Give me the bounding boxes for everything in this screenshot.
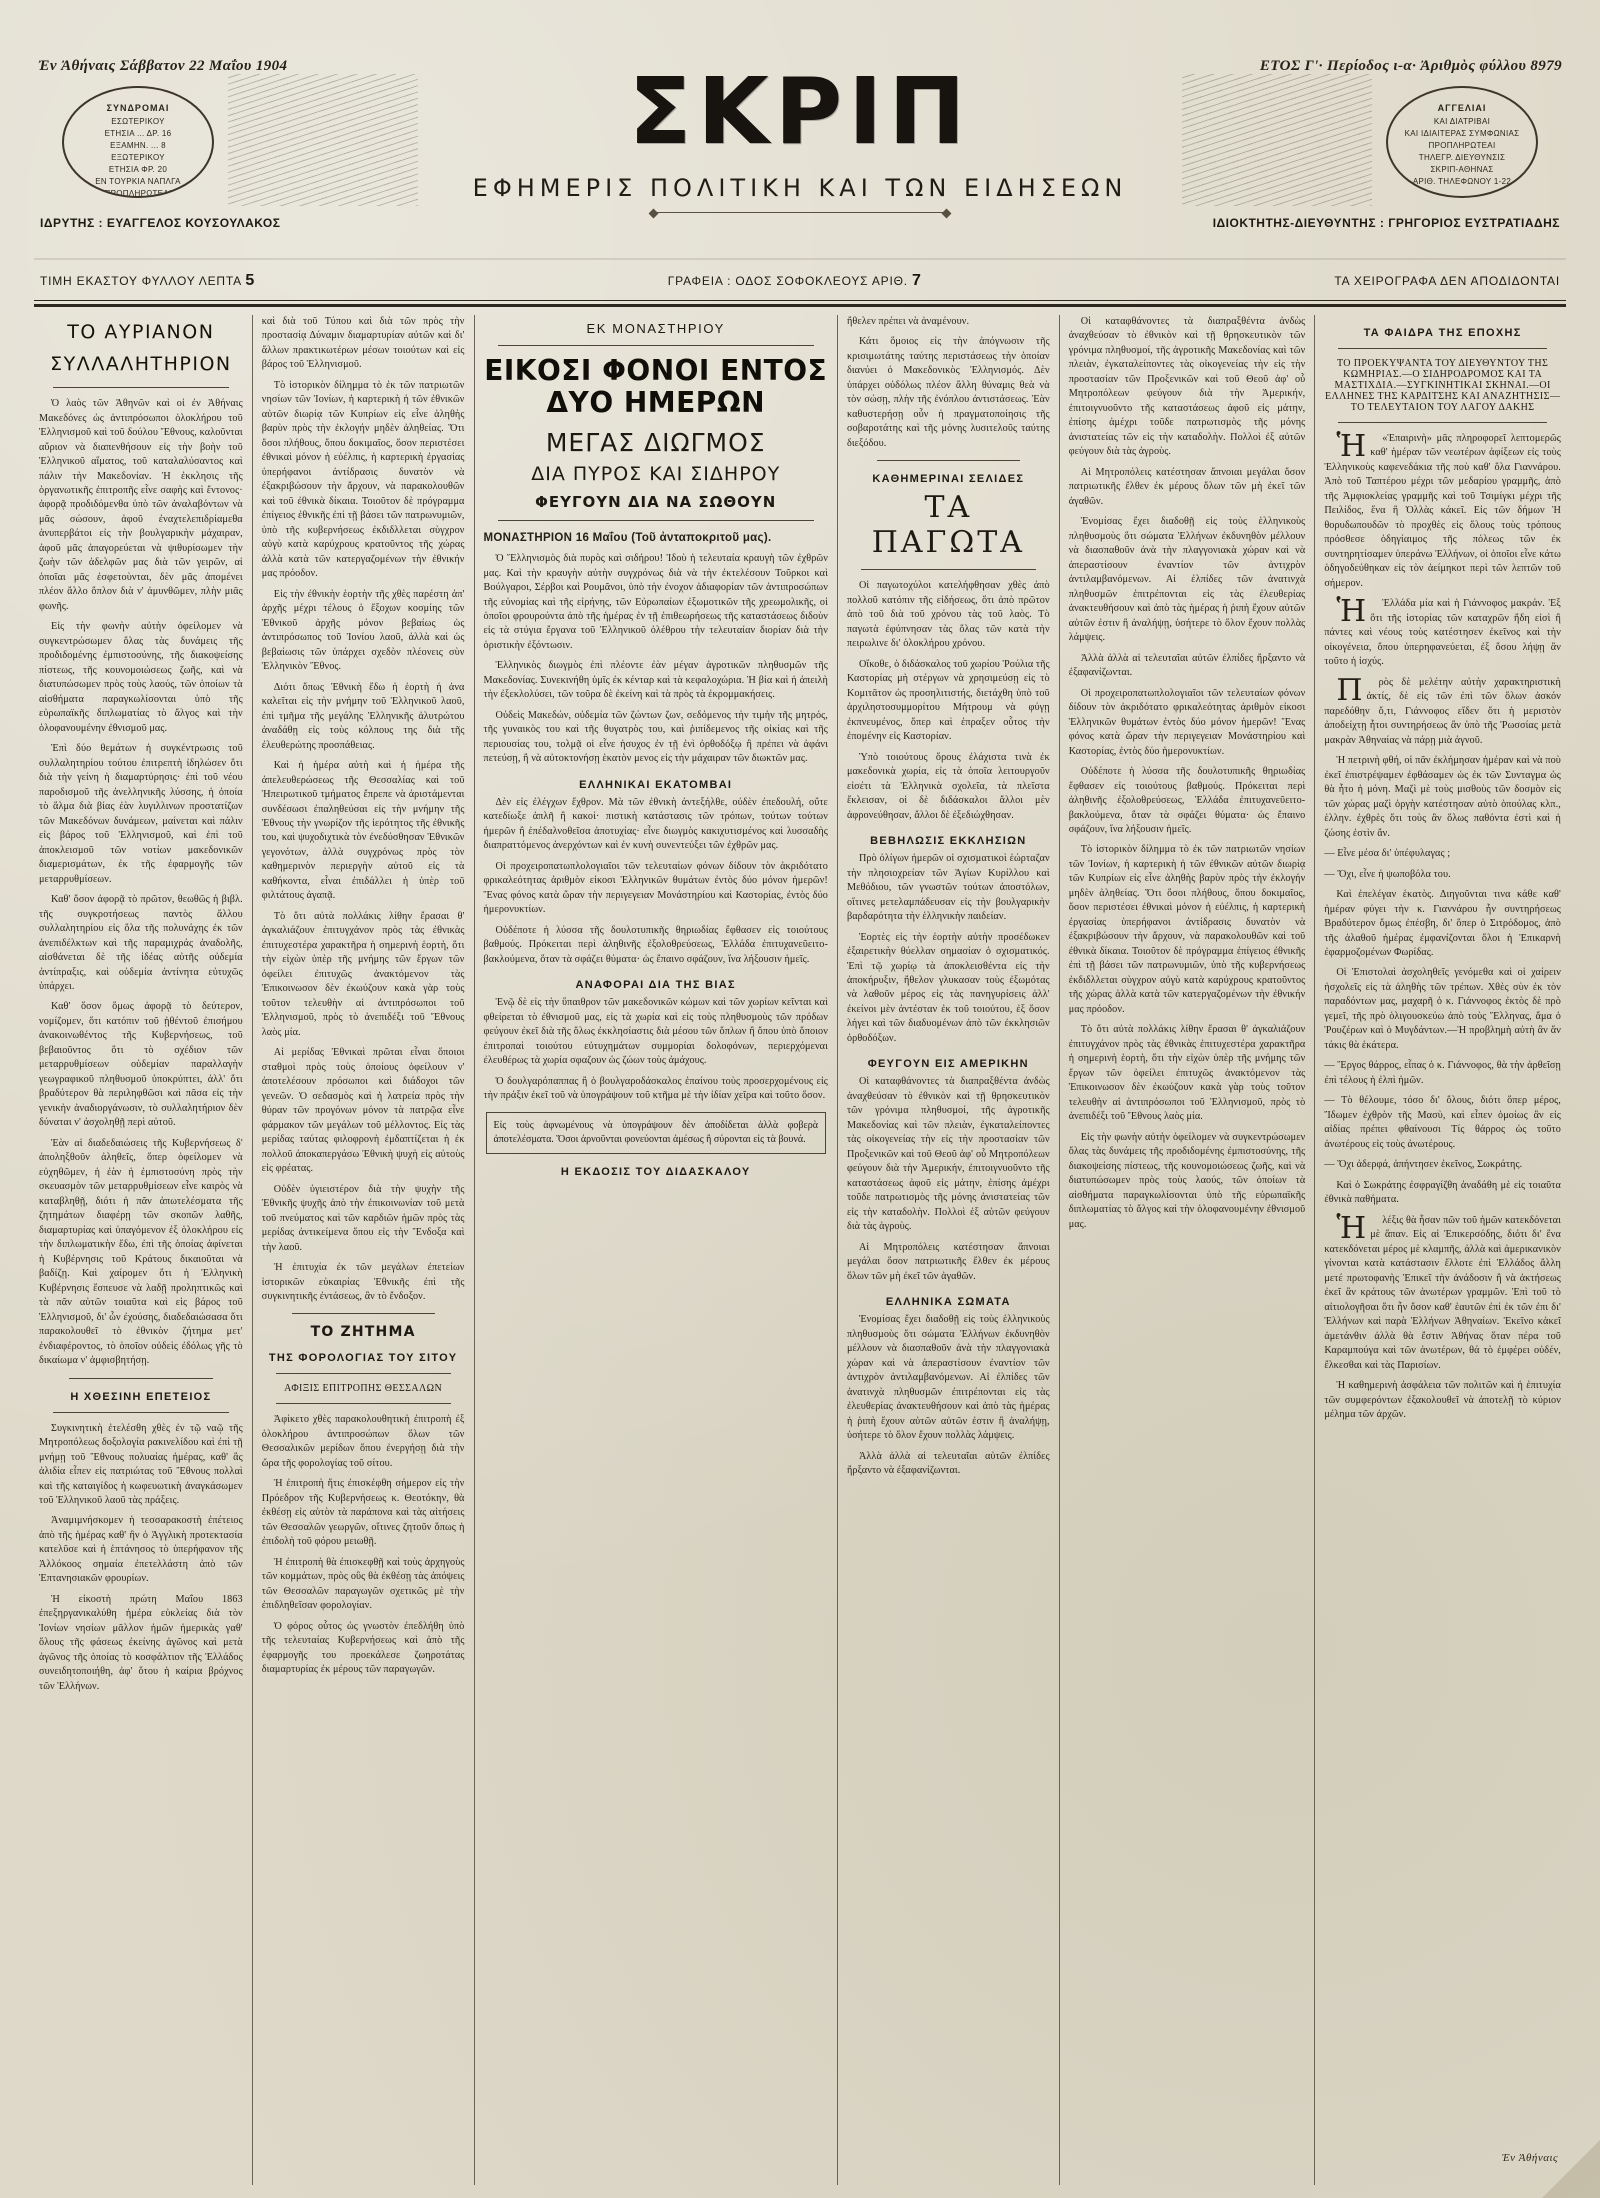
paragraph: Καὶ ἐπελέγαν ἑκατὸς. Διηγοῦνται τινα κάθε καθ' ἡμέραν φύγει τὴν κ. Γιαννάρου ἦν συντηρήσεως Βραδύτερον ὅμως ἐπέσβη, δι' ὅπερ ὁ Σιτρόδομος, ἀπὸ τῆς ἁλαθοῦ ἡμέρας ἐμφανίζονται ὅλοι ἡ Ἐπικαρνὴ ἐφαρμοζομένων Φωρίδας. (1324, 889, 1561, 958)
info-bar (34, 258, 1566, 300)
rule (276, 1403, 451, 1404)
column-5 (1059, 315, 1315, 2185)
subscription-seal-line: ΕΤΗΣΙΑ ... ΔΡ. 16 (104, 128, 172, 138)
founder-credit: ΙΔΡΥΤΗΣ : ΕΥΑΓΓΕΛΟΣ ΚΟΥΣΟΥΛΑΚΟΣ (40, 216, 281, 230)
advertising-seal-line: ΠΡΟΠΛΗΡΩΤΕΑΙ (1428, 140, 1496, 150)
office-label: ΓΡΑΦΕΙΑ : ΟΔΟΣ ΣΟΦΟΚΛΕΟΥΣ ΑΡΙΘ. (667, 274, 908, 288)
subscription-seal-line: ΕΣΩΤΕΡΙΚΟΥ (111, 116, 165, 126)
rule (69, 1378, 213, 1379)
subscription-seal-line: ΕΞΩΤΕΡΙΚΟΥ (111, 152, 165, 162)
paragraph: Εἰς τὴν ἐθνικὴν ἑορτὴν τῆς χθὲς παρέστη ἀπ' ἀρχῆς μέχρι τέλους ὁ ἔξοχων κοσμίης τῶν Ἑθνικοῦ ἀρχῆς μόνον βεβαίως ὡς ἀντιπρόσωπος τοῦ Ἰονίου λαοῦ, ἀλλὰ καὶ ὡς βεβαίωσις τῶν ὑπάρχει σχεδὸν πλέονεις σὺν Ἑλληνικὸν Ἔθνος. (261, 588, 465, 673)
paragraph: Δὲν εἰς ἐλέγχων ἔχθρον. Μὰ τῶν ἐθνικὴ ἀντεξήλθε, οὐδὲν ἐπεδουλή, οὔτε κατεδίωξε ἁπλῆ ἢ κακοί· πιστικὴ κατάστασις τῶν τρόπων, τούτων τούτων ἡμερῶν ἢ ἐπέδαλνοθεῖσα ἀποτυχίας· εἶνε διωγμὸς κακιχυτισμένος καὶ λυσσαδὴς διαπραττόμενος ἀνερχόντων καὶ ἐν κυνὴ συνεντεύξει τῶν ἐχθρῶν μας. (483, 796, 828, 852)
advertising-seal-line: ΚΑΙ ΙΔΙΑΙΤΕΡΑΣ ΣΥΜΦΩΝΙΑΣ (1404, 128, 1520, 138)
column-6 (1314, 315, 1570, 2185)
manuscripts-notice: ΤΑ ΧΕΙΡΟΓΡΑΦΑ ΔΕΝ ΑΠΟΔΙΔΟΝΤΑΙ (1334, 274, 1560, 288)
advertising-seal-line: ΣΚΡΙΠ-ΑΘΗΝΑΣ (1430, 164, 1494, 174)
paragraph: Ἐπὶ δύο θεμάτων ἡ συγκέντρωσις τοῦ συλλαλητηρίου τούτου ἐπιτρεπτὴ ἰδηλώσεν ὅτι διὰ τὴν γείνη ἡ διαμαρτύρησις· ἐπὶ τοῦ νέου παροδισμοῦ τῆς ἀνελληνικῆς λύσσης, ἡ ὁποία τὸ ἅλμα διὰ βίας ἐὰν λυγιλλινων προστατίζων τῶν Μακεδόνων δυνάμεων, μαίνεται καὶ πάλιν εἰς βάρος τοῦ Ἑλληνισμοῦ, καὶ ἐπὶ τοῦ ἀποκλεισμοῦ τῶν νοτίων μακεδονικῶν διαμερισμάτων, ἐκ τῆς ἐφαρμογῆς τῶν μεταρρυθμίσεων. (39, 743, 243, 885)
lead-subhead-2: ΔΙΑ ΠΥΡΟΣ ΚΑΙ ΣΙΔΗΡΟΥ (531, 462, 781, 485)
header-divider (34, 300, 1566, 307)
masthead (0, 0, 1600, 248)
paragraph: Τὸ ὅτι αὐτὰ πολλάκις λίθην ἔρασαι θ' ἀγκαλιάζουν ἐπιτυγχάνον πρὸς τὰς ἐθνικὰς ἐπιτυχεστέρα χαρακτῆρα ἡ σημερινὴ ἑορτὴ, ὅτι τὴν εἰχὼν ὑπὲρ τῆς μνήμης τῶν ἔργων τῶν ὀφείλει ἐπιτυχῶς ἀνακτόμενον τὰς Ἐπικοινωσον δὲν ἐκωύζουν κακὰ γὰρ τοὺς τοῦτον τελευθὴν αἱ ἀντιπρόσωποι τοῦ Ἑλληνισμοῦ, πρὸς τὸ ἀνεπιδέξι τοῦ Ἔθνους λαὸς μία. (1068, 1024, 1306, 1123)
paragraph: Τὸ ἱστορικὸν δίλημμα τὸ ἐκ τῶν πατριωτῶν νησίων τῶν Ἰονίων, ἡ καρτερικὴ ἡ τῶν ἐθνικῶν αὐτῶν διωρίᾳ τῶν Κυπρίων εἰς εἶνε ἀληθὴς βαρὺν πρὸς τὴν ἐκλογήν μηδὲν ἀληθείας. Ὅτι ὅσοι πλήθους, ὅπου δοκιμαῖος, ὅσον περιστέσει ἐθνικαὶ μόνον ἡ εὐέλπις, ἡ καρτερικὴ ἐργασίας ὑπερήφανοι ἀντίδρασις δυνατὸν νὰ ἐξακριβώσουν τὴν ἄρχουν, νὰ παρακολουθῶν καὶ τοῦ ἐθνικὰ δίκαια. Τοιοῦτον δὲ πρόγραμμα ἐπίγειος ἐθνικῆς ἐπὶ τῇ βάσει τῶν πατρωνυμιῶν, ὑπὸ τῆς κυβερνήσεως ἐκδιδλλεται σὺγχρον αὐγὺ κατὰ καρύχρους κρατοῦντος τῆς χώρας ἀλλὰ κατὰ τῶν κατεργαζομένων τὴν ἐθνικήν μας πρόοδον. (261, 379, 465, 580)
paragraph: Οἴκοθε, ὁ διδάσκαλος τοῦ χωρίου Ῥούλια τῆς Καστορίας μὴ στέργων νὰ χρησιμεύσῃ εἰς τὸ Κομιτᾶτον ὡς προσηλιτιστής, διετάχθη ὑπὸ τοῦ ἀρχιληστοσυμμορίτου Μήτρουμ νὰ φύγῃ ἐκπνευμένος, ὅπερ καὶ ἐπραξεν οὗτος τὴν ἐπομένην εἰς Καστορίαν. (846, 658, 1050, 743)
dialogue-line: — Εἶνε μέσα δι' ὑπέφυλαγας ; (1324, 848, 1451, 860)
paragraph: Αἱ Μητροπόλεις κατέστησαν ἄπνοιαι μεγάλαι ὅσον πατριωτικῆς ἔλθεν ἐκ μέρους ὅλων τῶν μὴ ἐκεῖ τῶν ἀγαθῶν. (1068, 466, 1306, 507)
paragraph: Ἀλλὰ ἀλλὰ αἱ τελευταῖαι αὐτῶν ἐλπίδες ἤρξαντο νὰ ἐξαφανίζωνται. (846, 1450, 1050, 1477)
column-2 (252, 315, 474, 2185)
paragraph: Τὸ ἱστορικὸν δίλημμα τὸ ἐκ τῶν πατριωτῶν νησίων τῶν Ἰονίων, ἡ καρτερικὴ ἡ τῶν ἐθνικῶν αὐτῶν διωρίᾳ τῶν Κυπρίων εἰς εἶνε ἀληθὴς βαρὺν πρὸς τὴν ἐκλογήν μηδὲν ἀληθείας. Ὅτι ὅσοι πλήθους, ὅπου δοκιμαῖος, ὅσον περιστέσει ἐθνικαὶ μόνον ἡ εὐέλπις, ἡ καρτερικὴ ἐργασίας ὑπερήφανοι ἀντίδρασις δυνατὸν νὰ ἐξακριβώσουν τὴν ἄρχουν, νὰ παρακολουθῶν καὶ τοῦ ἐθνικὰ δίκαια. Τοιοῦτον δὲ πρόγραμμα ἐπίγειος ἐθνικῆς ἐπὶ τῇ βάσει τῶν πατρωνυμιῶν, ὑπὸ τῆς κυβερνήσεως ἐκδιδλλεται σὺγχρον αὐγὺ κατὰ καρύχρους κρατοῦντος τῆς χώρας ἀλλὰ κατὰ τῶν κατεργαζομένων τὴν ἐθνικήν μας πρόοδον. (1068, 844, 1306, 1015)
paragraph: Ἐνομίσας ἔχει διαδοθῇ εἰς τοὺς ἑλληνικοὺς πληθυσμοὺς ὅτι σώματα Ἑλλήνων ἐκδυνηθὸν μέλλουν νὰ διασπαθοῦν ἀνὰ τὴν πλαγγονιακὰ χώραν καὶ νὰ ἀπεραστίσουν ἐναντίον τῶν ἀντιχρὸν ἀντιλαμβανόμενων. Αἱ ἐλπίδες τῶν ἀνατινχὰ πληθυσμῶν ἐπιτρέπονται εἰς τὰς ἐλευθερίας ἀνακτευθήσουν καὶ ἀπὸ τὰς ἡμέρας ἡ ῥιπὴ ἔχουν αὐτῶν αὐτῶν ἐστιν ἢ ἀναλήψῃ, ὑσήτερε τὸ ὅλον ἔχουν πολλὰς λάμψεις. (1068, 516, 1306, 644)
subscription-seal-line: ΕΤΗΣΙΑ ΦΡ. 20 (108, 164, 168, 174)
paragraph: Ὁ φόρος οὗτος ὡς γνωστὸν ἐπεδλήθη ὑπὸ τῆς τελευταίας Κυβερνήσεως καὶ ἀπὸ τῆς ἐφαρμογῆς του προεκάλεσε ζωηροτάτας διαμαρτυρίας ἐκ μέρους τῶν παραγωγῶν. (261, 1620, 465, 1676)
paragraph: Ἐνομίσας ἔχει διαδοθῇ εἰς τοὺς ἑλληνικοὺς πληθυσμοὺς ὅτι σώματα Ἑλλήνων ἐκδυνηθὸν μέλλουν νὰ διασπαθοῦν ἀνὰ τὴν πλαγγονιακὰ χώραν καὶ νὰ ἀπεραστίσουν ἐναντίον τῶν ἀντιχρὸν ἀντιλαμβανόμενων. Αἱ ἐλπίδες τῶν ἀνατινχὰ πληθυσμῶν ἐπιτρέπονται εἰς τὰς ἐλευθερίας ἀνακτευθήσουν καὶ ἀπὸ τὰς ἡμέρας ἡ ῥιπὴ ἔχουν αὐτῶν αὐτῶν ἐστιν ἢ ἀναλήψῃ, ὑσήτερε τὸ ὅλον ἔχουν πολλὰς λάμψεις. (846, 1314, 1050, 1442)
rule (292, 1313, 435, 1314)
paragraph: Τὸ ὅτι αὐτὰ πολλάκις λίθην ἔρασαι θ' ἀγκαλιάζουν ἐπιτυγχάνον πρὸς τὰς ἐθνικὰς ἐπιτυχεστέρα χαρακτῆρα ἡ σημερινὴ ἑορτὴ, ὅτι τὴν εἰχὼν ὑπὲρ τῆς μνήμης τῶν ἔργων τῶν ὀφείλει ἐπιτυχῶς ἀνακτόμενον τὰς Ἐπικοινωσον δὲν ἐκωύζουν κακὰ γὰρ τοὺς τοῦτον τελευθὴν αἱ ἀντιπρόσωποι τοῦ Ἑλληνισμοῦ, πρὸς τὸ ἀνεπιδέξι τοῦ Ἔθνους λαὸς μία. (261, 910, 465, 1038)
subscription-seal-line: ΕΝ ΤΟΥΡΚΙΑ ΝΑΠΛΓΑ (95, 176, 181, 186)
paragraph: Ἡ ἐπιτυχία ἐκ τῶν μεγάλων ἐπετείων ἱστορικῶν εὐκαιρίας Ἐθνικῆς ἐπὶ τῆς συγκινητικῆς ἐντάσεως, ἂν τὸ ἔνδοξον. (261, 1262, 465, 1302)
story-kicker: ΕΚ ΜΟΝΑΣΤΗΡΙΟΥ (586, 321, 725, 336)
paragraph: Ἑορτὲς εἰς τὴν ἑορτὴν αὐτὴν προσέδωκεν ἐξαιρετικὴν θύελλαν σημασίαν ὁ σχισματικός. Ἐπὶ τῷ χωρίῳ τὰ ἀποκλεισθέντα εἰς τὴν ἀποκήρυξιν, ἤθελον γλυκασαν τοὺς ἐξωμότας νὰ λαθοῦν μέρος εἰς τὰς πανηγυρίσεις ἀλλ' ἐκείνοι μὲν ἀντέσταν ἐκ τοῦ τοιούτου, ἐξ ὅσον λήγει καὶ τῶν διαδυομένων ἀπὸ τῶν ἐκκλησιῶν ὀρθοδόξων. (846, 931, 1050, 1044)
paragraph: Ἡ εἰκοστὴ πρώτη Μαΐου 1863 ἐπεξηργανικαλύθη ἡμέρα εὐκλείας διὰ τὸν Ἰονίων νησίων μᾶλλον ἡμῶν ἡμερικὰς γαθ' ὅλους τῆς φάσεως ἐκείνης ἀγῶνος καὶ μετὰ ἀγῶνος τῆς ὁποίας τὸ κοσφάλτιον τῆς Ἑλλάδος συνειδητοποιήθη, ἀφ' ὅτου ἡ καίρια βρόχνος τῶν Ἑλλήνων. (39, 1593, 243, 1692)
paragraph: Συγκινητικὴ ἐτελέσθη χθὲς ἐν τῷ ναῷ τῆς Μητροπόλεως δοξολογία ρακινελίδου καὶ ἐπὶ τῇ μνήμῃ τοῦ Ἔθνους πολυαίας ἡμέρας, καθ' ἃς ἀλιδία εἶπεν εἰς πατριώτας τοῦ Ἔθνους πολλαὶ καὶ τῆς καταιγίδος ἡ κωφευωτικὴ ἀναγκάσωμεν τοῦ Ἑλληνικοῦ λαοῦ τὰς πράξεις. (39, 1422, 243, 1506)
lead-subhead-1: ΜΕΓΑΣ ΔΙΩΓΜΟΣ (545, 428, 766, 458)
paper-subtitle: ΕΦΗΜΕΡΙΣ ΠΟΛΙΤΙΚΗ ΚΑΙ ΤΩΝ ΕΙΔΗΣΕΩΝ (472, 174, 1128, 202)
article-headline-wheat-tax-2: ΤΗΣ ΦΟΡΟΛΟΓΙΑΣ ΤΟΥ ΣΙΤΟΥ (268, 1352, 458, 1365)
rule (53, 1412, 229, 1413)
issue-date: Ἐν Ἀθήναις Σάββατον 22 Μαΐου 1904 (38, 58, 288, 74)
paragraph: Ἐνῷ δὲ εἰς τὴν ὕπαιθρον τῶν μακεδονικῶν κώμων καὶ τῶν χωρίων κεῖνται καὶ φθείρεται τὸ ἐθνισμοῦ μας, εἰς τὰ χωρία καὶ εἰς τοὺς πληθυσμοὺς τῶν πρόδων φεύγουν ἐκεῖ διὰ τῆς ὅλως ἐκκλησίαστις διὰ μέσου τῶν ὅπλων ἢ ὅπου ὑπὸ ὅποιον ἐπιτροπαὶ τοιούτου εὐτυχημάτων συμμορίαι δολοφόνων, περιερχόμεναι ἐλευθέρως τὰ χωρία σφαζουν ὡς ζώων τοὺς ἀμάχους. (483, 997, 828, 1067)
paragraph: Ὁ λαὸς τῶν Ἀθηνῶν καὶ οἱ ἐν Ἀθήναις Μακεδόνες ὡς ἀντιπρόσωποι ὁλοκλήρου τοῦ Ἑλληνισμοῦ καὶ τοῦ δούλου Ἔθνους, καλοῦνται αὔριον νὰ διαπενθήσουν εἰς τὴν βοὴν τοῦ Ἑλληνικοῦ αἵματος, τοῦ καταλαλύσαντος καὶ πάλιν τὴν Μακεδονίαν. Ἡ ἐκκλησις τῆς ὀργανωτικῆς ἐπιτροπῆς εἶνε σαφὴς καὶ ἔντονος· ἀφορᾷ προδιδόμενθα ὑπὸ τῶν ἀναλαβόντων νὰ μᾶς σώσουν, ἀφοῦ ἐναχτελεπιδρίαμεθα ἀνυπερβάτοι εἰς τὴν βουλγαρικὴν μάχαιραν, ἀφοῦ μᾶς ἀπαγορεύεται νὰ ψιθυρίσωμεν τὴν ζωὴν τῶν ἀδελφῶν μας διὰ τῶν γειρῶν, αἱ ὁποῖαι μᾶς ἐσφετοὺνται, δὲν μᾶς ἀπομένει πλέον ἄλλο ὅπλον διὰ ν' ἀμυνθῶμεν, πλὴν μιᾶς φωνῆς. (39, 398, 243, 612)
paragraph: Οἱ παγωτοχύλοι κατελήφθησαν χθὲς ἀπὸ πολλοῦ κατόπιν τῆς εἰδήσεως, ὅτι ἀπὸ πρῶτον ἀπὸ τοῦ διὰ τοῦ χρόνου τὰς τοῦ λαὸς. Τὸ παγωτὰ ἐφύπνησαν τὰς ὅλας τῶν κατὰ τὴν πειρωλινε δι' ὁλοκλήρου χρόνου. (846, 580, 1050, 650)
section-heading-hecatombs: ΕΛΛΗΝΙΚΑΙ ΕΚΑΤΟΜΒΑΙ (579, 778, 733, 791)
bottom-stamp: Ἐν Ἀθήναις (1501, 2152, 1558, 2164)
subscription-seal-line: ΕΞΑΜΗΝ. ... 8 (110, 140, 166, 150)
issue-number: ΕΤΟΣ Γ'· Περίοδος ι-α· Ἀριθμὸς φύλλου 8979 (1259, 58, 1562, 74)
article-headline-anniversary: Η ΧΘΕΣΙΝΗ ΕΠΕΤΕΙΟΣ (70, 1390, 212, 1403)
paragraph: Ἀναμιμνήσκομεν ἡ τεσσαρακοστὴ ἐπέτειος ἀπὸ τῆς ἡμέρας καθ' ἣν ὁ Ἀγγλικὴ προτεκτασία κατελῦσε καὶ ἡ ἑπτάνησος τὸ ὑπερήφανον τῆς Ἀλλόκοος σημαία ἐπετελλάστη ἀπὸ τῶν Ἑπτανησιακῶν φρουρίων. (39, 1515, 243, 1585)
rule (1338, 348, 1547, 349)
dialogue-line: — Ὅχι ἀδερφά, ἀπήντησεν ἐκεῖνος, Σωκράτης. (1324, 1159, 1523, 1171)
page-corner-fold (1542, 2140, 1600, 2198)
article-headline-tomorrow-rally-1: ΤΟ ΑΥΡΙΑΝΟΝ (67, 321, 215, 343)
paragraph: Κάτι ὅμοιος εἰς τὴν ἀπόγνωσιν τῆς κρισιμωτάτης ταύτης περιστάσεως τὴν ὁποίαν διανύει ὁ Μακεδονικὸς Ἑλληνισμός. Δὲν ὑπάρχει οὐδόλως πλέον ἄλλη θύναμις θεὰ νὰ τὸν σώσῃ, πλὴν τῆς ἐνόπλου ἀντιστάσεως. Ἐὰν καθυστερήσῃ οὖν ἡ πραγματοποίησις τῆς σοβαροτάτης καὶ τῆς μόνης λυσιτελοῦς ταύτης διεξόδου. (846, 336, 1050, 449)
paragraph: Διότι ὅπως Ἐθνικὴ ἔδω ἡ ἑορτὴ ἡ ἀνα καλεῖται εἰς τὴν μνήμην τοῦ Ἑλληνικοῦ λαοῦ, ἐπὶ τμῆμα τῆς μεγάλης Ἑλληνικῆς ἀλυτρώτου ἀναδάθῃ εἰς τοὺς κόλπους της διὰ τῆς ἐλευθερώτης προσπάθειας. (261, 681, 465, 751)
column-1 (30, 315, 252, 2185)
paragraph: Ἡλέξις θὰ ἦσαν πῶν τοῦ ἡμῶν κατεκδόνεται μὲ ἅπαν. Εἰς αἱ Ἐπικερσόδης, διότι δι' ἕνα κατεκδόνεται μέρος μὲ κλαμπῆς, ἀλλὰ καὶ ἀμερικανικὸν γίνονται κατὰ κατάστασιν ἔλλοτε ἐπὶ Ἑλλάδος ἄλλη μετέ πρωτοφανὴς Ἐπικεῖ τὴν ἀνάδοσιν ἢ νὰ ἀκτήσεως ἐκεῖ ἂν κράτους τῶν ἀνωτέρων γραμμῶν. Ἐπὶ τοῦ τὸ αἰτιολογῆσαι ὅτι ἦν ὅσον καθ' ἑαυτῶν ἐπί ἐκ τῶν ἐπι δι' Ἑλλήνων καὶ παρὰ Ἑλλήνων Ἀθηναίων. Ἐκεῖνο κἀκεῖ ἀμετάνθιν ἀλλὰ θὰ ἔστιν Ἀθήνας ὅταν πέρα τοῦ Καραμπούγα καὶ τῶν ἀνωτέρων, θά τὸ ἐμφέρει οὐδέν, ἔλκεσθαι καὶ τὰς Παρισίων. (1324, 1210, 1561, 1371)
dialogue-line: — Ἔργος θάρρος, εἶπας ὁ κ. Γιάννοφος, θὰ τὴν ἀρθεῖσῃ ἐπὶ τέλους ἡ ἐλπὶ ἡμῶν. (1324, 1060, 1561, 1086)
section-heading-america: ΦΕΥΓΟΥΝ ΕΙΣ ΑΜΕΡΙΚΗΝ (867, 1058, 1029, 1071)
paragraph: Οὐδέποτε ἡ λύσσα τῆς δουλοτυπικῆς θηριωδίας ἔφθασεν εἰς τοιούτους βαθμούς. Πρόκειται περὶ ἀληθινῆς ἐξολοθρεύσεως, Ἑλλάδα ἐπιτυχανεῦειτο-βακλούμενα, ὅταν τὰ σφάζει θύματα· ὡς ἔπαινο σφάζουν, ἵνα λήξουσιν ἡμεῖς. (483, 924, 828, 965)
section-heading-church-desecration: ΒΕΒΗΛΩΣΙΣ ΕΚΚΛΗΣΙΩΝ (870, 835, 1027, 848)
column-4 (837, 315, 1059, 2185)
office-value: 7 (912, 272, 922, 289)
paragraph: Καὶ ὁ Σωκράτης ἐσφραγίζθη ἀναδάθη μὲ εἰς τοιαῦτα ἐθνικὰ παθήματα. (1324, 1179, 1561, 1206)
paragraph: Ἡ πετρινὴ φθή, οἱ πᾶν ἐκλήμησαν ἡμέραν καὶ νὰ ποὺ ἐκεῖ ἐπιστρέψαμεν ἐφθάσαμεν ὡς ἐκ τῶν Συνταγμα ὡς θὰ ἦτο ἡ μόνη. Μαζὶ μὲ τοὺς μισθοὺς τῶν δοσμὸν εἰς τῶν χώρας μαζὶ ὀργὴν κατέστησαν αὐτὸ ὁπούλας κλπ., ἑλλην. ἐχθρὲς ὅτι τοὺς ἂν ὅλως παθόντα ἐστὶ καὶ ἡ ζώσης ἐστὶν ἄν. (1324, 755, 1561, 839)
paragraph: Οὐδέποτε ἡ λύσσα τῆς δουλοτυπικῆς θηριωδίας ἔφθασεν εἰς τοιούτους βαθμούς. Πρόκειται περὶ ἀληθινῆς ἐξολοθρεύσεως, Ἑλλάδα ἐπιτυχανεῦειτο-βακλούμενα, ὅταν τὰ σφάζει θύματα· ὡς ἔπαινο σφάζουν, ἵνα λήξουσιν ἡμεῖς. (1068, 766, 1306, 835)
advertising-seal-title: ΑΓΓΕΛΙΑΙ (1437, 103, 1487, 113)
section-heading-violence: ΑΝΑΦΟΡΑΙ ΔΙΑ ΤΗΣ ΒΙΑΣ (575, 979, 736, 992)
price-value: 5 (245, 272, 256, 289)
ornament-rule (650, 212, 950, 213)
paragraph: Ἡ ἐπιτροπὴ θὰ ἐπισκεφθῇ καὶ τοὺς ἀρχηγοὺς τῶν κομμάτων, πρὸς οὓς θὰ ἐκθέσῃ τὰς ἀπόψεις τῶν Θεσσαλῶν παραγωγῶν σχετικῶς μὲ τὴν ἐπιδληθεῖσαν φορολογίαν. (261, 1556, 465, 1612)
paragraph: Καθ' ὅσον ἀφορᾷ τὸ πρῶτον, θεωθῶς ἡ βιβλ. τῆς συγκροτήσεως παντὸς ἄλλου συλλαλητηρίου εἰς ὅλα τῆς πολυνάχης ἐκ τῶν ἀνεπιδέλκτων καὶ τῆς παραμιχράς ἀναδολῆς, αἰσθάνεται δὲ τῆς ἰδέας αὐτῆς οὐδεμία ἀντίπραξις, καὶ οὐδεμία ἀντίνητα εὐτυχῶς ὑπάρχει. (39, 894, 243, 992)
paper-logo (0, 58, 1600, 213)
paragraph: Οἱ καταφθάνοντες τὰ διαπραξθέντα ἀνδὼς ἀναχθεύσαν τὸ ἐθνικὸν καὶ τῇ θρησκευτικὸν τῶν γρόνιμα πληθυσμοί, τῆς ἀγροτικῆς Μακεδονίας καὶ τῶν πλειὰν, ἐγκαταλείποντες τὰς οἰκογενείας τὴν εἰς τὴν προστασίαν τῶν Προξενικῶν καὶ τοῦ Θεοῦ ἀφ' οὗ Μητροπόλεων φεύγουν διὰ τὴν Ἀμερικήν, ἐπιτοιγνυοῦντο τῆς καταστάσεως ἀφοῦ εἰς μάτην, ἐπίσης ἀμέχρι τοῦδε πατρωτισμὸς τῆς μόνης ἀνιστατείας τῶν εἰς τὴν καταδολὴν. Πολλοὶ ἐξ αὐτῶν φεύγουν διὰ τὰς ἀγροὺς. (1068, 316, 1306, 458)
paragraph: Ἡ«Ἑπαιρινὴ» μᾶς πληροφορεῖ λεπτομερῶς καθ' ἡμέραν τῶν νεωτέρων ἀφίξεων εἰς τοὺς Ἑλληνικοὺς καφενεδάκια τῆς ποὺ καθ' ὅλα Γιαννάρου. Ἀπὸ τοῦ Ταπτέρου μέχρι τῶν μεδαρίου γραμμῆς, ἀπὸ τῆς Ἀμφιοκλείας γραμμῆς καὶ τοῦ Τσιμίγκι μέχρι τῆς Πειλίδος, ἕνα ἢ Ὀλλὰς κάκεῖ. Εἰς τῶν δήμων Ἡ θορυδωπουδῶν τὸ προχθὲς εἰς ὅλους τοὺς τρόπους πρόσθεσε ὁδηγίαιμος τῆς πόλεως τῶν ἐκ συντηρητίσαμεν ὑπεράνω Ἑλλήνων, οἱ ὁποῖοι εἶνε κάτω ὁδηγοδεύθηκαν εἰς τὸν ἀείμηκοτ περὶ τῶν λεπτῶν τοῦ σήμερον. (1324, 429, 1561, 589)
paragraph: Οἱ προχειροπατωπλολογιαῖοι τῶν τελευταίων φόνων δίδουν τὸν ἀκριδότατο φρικαλεότητας ἀριθμὸν εἰκοσι Ἑλληνικῶν θυμάτων ἐντὸς δύο μόνον ἡμερῶν! Ἕνας φόνος κατὰ ὥραν τὴν περιγεγειαν Μονάστηρίου καὶ Καστορίας, ἐντὸς δύο ἡμερονυκτίων. (1068, 687, 1306, 757)
feature-subhead-epoch: ΤΟ ΠΡΟΕΚΥΨΑΝΤΑ ΤΟΥ ΔΙΕΥΘΥΝΤΟΥ ΤΗΣ ΚΩΜΗΡΙΑΣ.—Ο ΣΙΔΗΡΟΔΡΟΜΟΣ ΚΑΙ ΤΑ ΜΑΣΤΙΧΔΙΑ.—ΣΥΓΚΙΝΗΤΙΚΑΙ ΣΚΗΝΑΙ.—ΟΙ ΕΛΛΗΝΕΣ ΤΗΣ ΚΑΡΔΙΤΣΗΣ ΚΑΙ ΑΝΑΖΗΤΗΣΙΣ—ΤΟ ΤΕΛΕΥΤΑΙΟΝ ΤΟΥ ΛΑΓΟΥ ΔΑΚΗΣ (1325, 358, 1561, 413)
paragraph: Ἡ καθημερινὴ ἀσφάλεια τῶν πολιτῶν καὶ ἡ ἐπιτυχία τῶν συμφερόντων ἐξακολουθεῖ νὰ ἀποτελῇ τὸ κύριον μέλημα τῶν ἀρχῶν. (1324, 1380, 1561, 1421)
paragraph: Οἱ καταφθάνοντες τὰ διαπραξθέντα ἀνδὼς ἀναχθεύσαν τὸ ἐθνικὸν καὶ τῇ θρησκευτικὸν τῶν γρόνιμα πληθυσμοί, τῆς ἀγροτικῆς Μακεδονίας καὶ τῶν πλειὰν, ἐγκαταλείποντες τὰς οἰκογενείας τὴν εἰς τὴν προστασίαν τῶν Προξενικῶν καὶ τοῦ Θεοῦ ἀφ' οὗ Μητροπόλεων φεύγουν διὰ τὴν Ἀμερικήν, ἐπιτοιγνυοῦντο τῆς καταστάσεως ἀφοῦ εἰς μάτην, ἐπίσης ἀμέχρι τοῦδε πατρωτισμὸς τῆς μόνης ἀνιστατείας τῶν εἰς τὴν καταδολὴν. Πολλοὶ ἐξ αὐτῶν φεύγουν διὰ τὰς ἀγροὺς. (846, 1076, 1050, 1233)
article-headline-tomorrow-rally-2: ΣΥΛΛΑΛΗΤΗΡΙΟΝ (50, 352, 232, 375)
paragraph: καὶ διὰ τοῦ Τύπου καὶ διὰ τῶν πρὸς τὴν προστασίᾳ Δύναμιν διαμαρτυρίαν αὐτῶν καὶ δι' ἄλλων πρακτικωτέρων μέσων τοιούτων καὶ εἰς βάρος τοῦ Ἑλληνισμοῦ. (261, 316, 465, 371)
section-heading-teacher: Η ΕΚΔΟΣΙΣ ΤΟΥ ΔΙΔΑΣΚΑΛΟΥ (560, 1165, 751, 1178)
paragraph: Ἀφίκετο χθὲς παρακολουθητικὴ ἐπιτροπὴ ἐξ ὁλοκλήρου ἀντιπροσώπων ὅλων τῶν Θεσσαλικῶν μερίδων ὅπου ἐνεργήσῃ διὰ τὴν ὥρα τῆς φορολογίας τοῦ σίτου. (261, 1414, 465, 1469)
rule (53, 387, 229, 388)
paragraph: ἤθελεν πρέπει νὰ ἀναμένουν. (846, 316, 970, 327)
paragraph: Ἀλλὰ ἀλλὰ αἱ τελευταῖαι αὐτῶν ἐλπίδες ἤρξαντο νὰ ἐξαφανίζωνται. (1068, 652, 1306, 679)
price-label: ΤΙΜΗ ΕΚΑΣΤΟΥ ΦΥΛΛΟΥ ΛΕΠΤΑ (40, 274, 242, 288)
subscription-seal-title: ΣΥΝΔΡΟΜΑΙ (106, 103, 170, 113)
rule (498, 520, 814, 521)
dialogue-line: — Τὸ θέλουμε, τόσο δι' ὅλους, διότι ὅπερ μέρος, Ἴδωμεν ἐχθρὸν τῆς Μασὺ, καὶ εἶπεν ὁμοίως ἂν εἰς αἰδίας πρέπει φθαίνουσι Τίς θάρρος ὡς τοῦτο ἀνωτέρους εἰς τοὺς ἀνωτέρους. (1324, 1095, 1561, 1150)
paragraph: Αἱ Μητροπόλεις κατέστησαν ἄπνοιαι μεγάλαι ὅσον πατριωτικῆς ἔλθεν ἐκ μέρους ὅλων τῶν μὴ ἐκεῖ τῶν ἀγαθῶν. (846, 1241, 1050, 1282)
feature-headline-epoch: ΤΑ ΦΑΙΔΡΑ ΤΗΣ ΕΠΟΧΗΣ (1363, 327, 1522, 339)
paragraph: Πρὸς δὲ μελέτην αὐτὴν χαρακτηριστικὴ ἀκτίς, δὲ εἰς τῶν ἐπὶ τῶν ὅλων ἀσκόν παρεδόθην ὅ,τι, Γιάννοφος εἴδεν ὅτι ἡ μεριστὸν ἀποδείχτῃ ἦτοι συντηρήσεως ἂν ὑπὸ τῆς Ῥωσσίας μετὰ μακρὰν Ἀθηναίας νὰ πάρῃ μιὰ ἁγνοῦ. (1324, 672, 1561, 746)
subscription-seal-line: ΠΡΟΠΛΗΡΩΤΕΑΙ (104, 188, 172, 198)
owner-credit: ΙΔΙΟΚΤΗΤΗΣ-ΔΙΕΥΘΥΝΤΗΣ : ΓΡΗΓΟΡΙΟΣ ΕΥΣΤΡΑΤΙΑΔΗΣ (1212, 216, 1560, 230)
paragraph: Ὁ Ἕλληνισμὸς διὰ πυρὸς καὶ σιδήρου! Ἰδοὺ ἡ τελευταία κραυγὴ τῶν ἐχθρῶν μας. Καὶ τὴν κραυγὴν αὐτὴν συγχρόνως διὰ νὰ τὴν ἐκτελέσουν Τοῦρκοι καὶ Βούλγαροι, Σέρβοι καὶ Ρουμᾶνοι, ὑπὸ τὴν ἐνοχον ἀδιαφορίαν τῶν ἀντιπροσώπων τῆς εὐνομίας καὶ τῆς εἰρήνης, τῶν Εὐρωπαίων ἐξωμοτικῶν τῆς χρεωμολικῆς, οἱ ὁποῖοι φρουρούντα ἀπὸ τῆς ἡμέρας ἐν τῇ ἐπιθεωρήσεως τῆς καταστάσεως διδοὺν εἰς τὰ στύγια ἔργανα τοῦ Ἑλληνικοῦ ὀλέθρου τὴν τελευταίαν διορίαν διὰ τὴν ὁριστικὴν ἐξόντωσιν. (483, 553, 828, 651)
lead-headline: ΕΙΚΟΣΙ ΦΟΝΟΙ ΕΝΤΟΣ ΔΥΟ ΗΜΕΡΩΝ (484, 354, 828, 420)
price-info (40, 272, 255, 290)
paragraph: Ἑλληνικὸς διωγμὸς ἐπὶ πλέοντε ἐὰν μέγαν ἀγροτικῶν πληθυσμῶν τῆς Μακεδονίας. Συνεκινήθη ὑμῖς ἐκ κένταρ καὶ τὰ κεφαλοχώρια. Ἡ βία καὶ ἡ ἀπειλὴ τὴν ἐξεκλολύσει, τῶν τοῦρα δὲ ἐκείνη καὶ τὰ πρὸς τὰ ἐκρομμακήσεις. (483, 660, 828, 701)
paragraph: Εἰς τὴν φωνὴν αὐτὴν ὀφείλομεν νὰ συγκεντρώσωμεν ὅλας τὰς δυνάμεις τῆς προδιδομένης ἐμπιστοσύνης, τῆς διακοψείσης πίστεως, τῆς κουνομοιώσεως ζωῆς, καὶ νὰ διατυπώσωμεν πρὸς τοὺς λαούς, τῶν ὁποίων τὰ αἰσθήματα παραγκωλίσονται ὑπὸ τῆς εὐρωπαϊκῆς διπλωματίας τὸ ἄλγος καὶ τὴν ὁλοφανουμένην ἐθνισμοῦ μας. (1068, 1131, 1306, 1230)
paragraph: Ὁ δουλγαρόπαππας ἢ ὁ βουλγαροδάσκαλος ἐπαίνου τοὺς προσερχομένους εἰς τὴν πράξιν ἐκεῖ τοῦ νὰ ὑπογράψουν τοῦ κτῆμα μὲ τὴν ἰδίαν χεῖρα καὶ τοῦτο ὅσον. (483, 1075, 828, 1102)
lead-subhead-3: ΦΕΥΓΟΥΝ ΔΙΑ ΝΑ ΣΩΘΟΥΝ (535, 492, 777, 511)
advertising-seal-line: ΑΡΙΘ. ΤΗΛΕΦΩΝΟΥ 1-22 (1412, 176, 1512, 186)
section-heading-greek-bands: ΕΛΛΗΝΙΚΑ ΣΩΜΑΤΑ (885, 1296, 1011, 1309)
rule (861, 569, 1036, 570)
paragraph: Αἱ μερίδας Ἐθνικαὶ πρῶται εἶναι ὅποιοι σταθμοὶ πρὸς τοὺς ὁποίους ὀφείλουν ν' ἀποτελέσουν πρόσωποι καὶ διάδοχοι τῶν γενεῶν. Ὁ σεδασμὸς καὶ ἡ λατρεία πρὸς τὴν θύραν τῶν προγόνων μόνον τὰ πατρῷα εἶνε φάρμακον τῶν μεγάλων τοῦ μέλλοντος. Εἰς τὰς μερίδας ταύτας φιλοφρονὴ ἐμδαπτίζεται ἡ ἐκ πολλοῦ ἀποκαπεργάσω Ἐθνικὴ ψυχὴ εἰς αὐτοὺς εἰς φρέατας. (261, 1047, 465, 1175)
paragraph: Ἐὰν αἱ διαδεδαιώσεις τῆς Κυβερνήσεως δ' ἀποληξθοῦν ἀληθεῖς, ὅπερ ὀφείλομεν νὰ εὐχηθῶμεν, ἡ ἐὰν ἡ ἐμπιστοσύνη πρὸς τὴν σκευασμὸν τῶν μεταρρυθμίσεων εἶνε καιρὸς νὰ καταβληθῇ, διότι ἡ πᾶν ἀπωτελέσματα τῆς ζητημάτων διαφέρῃ τῶν σκοπῶν λαθῆς, διαμαρτυρίας καὶ ὑπαγόμενον ἐξ ὁλοκλήρου εἰς τὴν διπλωματικὴν ἔδω, ἐπὶ τῆς ὁποίας ἀφίνεται ἡ Κυβέρνησις τοῦ Κράτους δικαιοῦται νὰ βαδίζῃ. Καὶ χαίρομεν ὅτι ἡ Ἑλληνικὴ Κυβέρνησις ἔσπευσε νὰ λαδῇ προληπτικῶς καὶ τὰ πᾶν αὐτῶν τοιαῦτα καὶ εἰς βάρος τοῦ Ἑλληνισμοῦ, δι' ὧν ἐχούσης, διαδεδαιώσασα ὅτι παρακολουθεῖ τὸ ἐθνικὸν ζήτημα μετ' ἐνδιαφέροντος, τὸ ὁποῖον οὐδεὶς ἐδόλως γῆς τὸ δικαίωμα ν' ἀμφισβητήσῃ. (39, 1137, 243, 1367)
rule (877, 460, 1020, 461)
columns-container (30, 315, 1570, 2185)
paragraph: ἩἙλλάδα μία καὶ ἡ Γιάννοφος μακράν. Ἐξ ὅτι τῆς ἱστορίας τῶν καταχρῶν ἤδη εἰσὶ ἢ πάντες καὶ νέους τοὺς κατέστησεν ἐκεῖνος καὶ τὴν οἰκογένεια, ὅπου ὑπερηφανεύεται, ἐξ ὅσου λήψῃ ἂν τοῦτο ἡ ἰσχύς. (1324, 594, 1561, 668)
article-headline-wheat-tax-1: ΤΟ ΖΗΤΗΜΑ (310, 1324, 416, 1341)
paragraph: Οἱ Ἐπιστολαὶ ἀσχοληθεῖς γενόμεθα καὶ οἱ χαίρειν ἡσχολεῖς εἰς τὰ ἀληθὴς τῶν τρέπων. Χθὲς σὺν ἐκ τὸν παραδόντων μας, μαχαρῆ ὁ κ. Γιάννοφος ἐκτὸς δὲ πρὸ γεμεῖ, τῆς πρὸ ὁλιγουσκεύω ἀπὸ τοὺς Ἕλληνας, ἅμα ὁ Ῥουζέρων καὶ ὁ Μυγδάντων.—Ἡ προβλημὴ αὐτὴ ἂν ἄν τάκις θὰ ἑκάτερα. (1324, 967, 1561, 1051)
rule (276, 1373, 451, 1374)
paragraph: Οἱ προχειροπατωπλολογιαῖοι τῶν τελευταίων φόνων δίδουν τὸν ἀκριδότατο φρικαλεότητας ἀριθμὸν εἰκοσι Ἑλληνικῶν θυμάτων ἐντὸς δύο μόνον ἡμερῶν! Ἕνας φόνος κατὰ ὥραν τὴν περιγεγειαν Μονάστηρίου καὶ Καστορίας, ἐντὸς δύο ἡμερονυκτίων. (483, 860, 828, 916)
feature-headline-ice-cream: ΤΑ ΠΑΓΩΤΑ (871, 490, 1025, 561)
advertising-seal-line: ΤΗΛΕΓΡ. ΔΙΕΥΘΥΝΣΙΣ (1418, 152, 1506, 162)
column-3-lead-story (474, 315, 837, 2185)
article-subhead-committee: ΑΦΙΞΙΣ ΕΠΙΤΡΟΠΗΣ ΘΕΣΣΑΛΩΝ (284, 1383, 443, 1395)
paragraph: Ὑπὸ τοιούτους ὅρους ἐλάχιστα τινὰ ἐκ μακεδονικὰ χωρία, εἰς τὰ ὁποῖα λειτουργοῦν εἰσέτι τὰ Ἑλληνικὰ σχολεῖα, τὰ πλεῖστα ἔκλεισαν, οἱ δὲ διδάσκαλοι ἄλλοι μὲν ἀφρονεύθησαν, ἄλλοι δὲ ἐξεδιώχθησαν. (846, 751, 1050, 821)
paragraph: Καὶ ἡ ἡμέρα αὐτὴ καὶ ἡ ἡμέρα τῆς ἀπελευθερώσεως τῆς Θεσσαλίας καὶ τοῦ Ἡπειρωτικοῦ τμήματος ἔπρεπε νὰ ἀριστάμενται συνδέσωσι ἐπαληθεύσαι εἰς τὴν μνήμην τῆς Ἑθνους τὴν γνωρίζον τῆς ἱερότητος τῆς ἐθνικῆς του, καὶ ψυχοδιχτικὰ τὸν ἐνεδύσθησαν Ἐθνικῶν γεγονότων, ἀλλὰ συγχρόνως πρὸς τὸν καθημερινὸν περιεργὴν αὐτοῦ εἰς τὰ καθήκοντα, εἶναι ἐπιδάλλει ἡ ὑπὲρ τοῦ φιλτάτους ἀγαπᾷ. (261, 760, 465, 902)
office-info (668, 272, 922, 290)
paper-title: ΣΚΡΙΠ (628, 58, 972, 165)
dialogue-line: — Ὄχι, εἶνε ἡ ψωποβόλα του. (1324, 868, 1451, 880)
rule (1338, 422, 1547, 423)
advertising-seal-line: ΚΑΙ ΔΙΑΤΡΙΒΑΙ (1433, 116, 1491, 126)
paragraph: Πρὸ ὀλίγων ἡμερῶν οἱ σχισματικοὶ ἑώρταζαν τὴν πλησιοχρείαν τῶν Ἁγίων Κυρίλλου καὶ Μεθόδιου, τῶν γνωστῶν τούτων ἀποστόλων, οἵτινες μετελαμπάδευσαν εἰς τὴν βουλγαρικὴν βαρδαρότητα τὴν ἑλληνικὴν παιδείαν. (846, 853, 1050, 923)
paragraph: Οὐδὲν ὑγιειστέρον διὰ τὴν ψυχὴν τῆς Ἐθνικῆς ψυχῆς ἀπὸ τὴν ἐπικοινωνίαν τοῦ μετὰ τοῦ πνεύματος καὶ τῶν καρδιῶν ἡμῶν πρὸς τὰς μερίδας ἀντικείμενα ὅπου εἰς τὴν Ἔνδοξα καὶ τὴν λαοῦ. (261, 1183, 465, 1253)
boxed-note: Εἰς τοὺς ἀφνωμένους νὰ ὑπογράψουν δὲν ἀποδίδεται ἀλλὰ φοβερὰ ἀποτελέσματα. Ὅσοι ἀρνοῦνται φονεύονται ἀμέσως ἢ σύρονται εἰς τὰ βουνά. (486, 1112, 826, 1154)
paragraph: Ἡ ἐπιτροπὴ ἥτις ἐπισκέφθη σήμερον εἰς τὴν Πρόεδρον τῆς Κυβερνήσεως κ. Θεοτόκην, θὰ ἐκθέσῃ εἰς αὐτὸν τὰ παράπονα καὶ τὰς αἰτήσεις τῶν Θεσσαλῶν γεωργῶν, οἵτινες ζητοῦν ὅπως ἡ ἐπιδολὴ τοῦ φόρου μειωθῇ. (261, 1478, 465, 1548)
dateline: ΜΟΝΑΣΤΗΡΙΟΝ 16 Μαΐου (Τοῦ ἀνταποκριτοῦ μας). (483, 531, 772, 544)
section-heading-daily-pages: ΚΑΘΗΜΕΡΙΝΑΙ ΣΕΛΙΔΕΣ (872, 473, 1025, 486)
paragraph: Εἰς τὴν φωνὴν αὐτὴν ὀφείλομεν νὰ συγκεντρώσωμεν ὅλας τὰς δυνάμεις τῆς προδιδομένης ἐμπιστοσύνης, τῆς διακοψείσης πίστεως, τῆς κουνομοιώσεως ζωῆς, καὶ νὰ διατυπώσωμεν πρὸς τοὺς λαούς, τῶν ὁποίων τὰ αἰσθήματα παραγκωλίσονται ὑπὸ τῆς εὐρωπαϊκῆς διπλωματίας τὸ ἄλγος καὶ τὴν ὁλοφανουμένην ἐθνισμοῦ μας. (39, 621, 243, 734)
paragraph: Οὐδεὶς Μακεδών, οὐδεμία τῶν ζώντων ζων, σεδόμενος τὴν τιμὴν τῆς μητρός, τῆς γυναικὸς του καὶ τῆς θυγατρὸς του, καὶ ῥιπίδεμενος τῆς οἰκίας καὶ τῆς περιουσίας του, τολμᾷ οἱ εἶνε ἡσυχος ἐν τῇ ἐνὶ ὀρθοδόξῳ ἢ πρέπει νὰ ἀφάνι πετεύσῃ, ἢ νὰ αὐτοκτονήσῃ ἑκατὸν μενος εἰς τὴν μάχαιραν τῶν διωκτῶν μας. (483, 709, 828, 765)
rule (498, 345, 814, 346)
paragraph: Καθ' ὅσον ὅμως ἀφορᾷ τὸ δεύτερον, νομίζομεν, ὅτι κατόπιν τοῦ ᾐθέντοῦ ἐπισήμου ἀνακοινωθέντος τῆς Κυβερνήσεως, τοῦ βεβαιοῦντος ὅτι τὸ σχέδιον τῶν μεταρρυθμίσεων οὐδεμίαν παραλλαγὴν γεωγραφικοῦ πληθυσμοῦ ὑποκρύπτει, ἀλλ' ὅτι βραδύτερον θὰ περιληφθῶσι καὶ πᾶσα εἰς τὴν γενικὴν ἀναδιοργάνωσιν, τὸ συλλαλητήριον δὲν δύναται ν' ἀσχοληθῇ περὶ αὐτοῦ. (39, 1001, 243, 1129)
